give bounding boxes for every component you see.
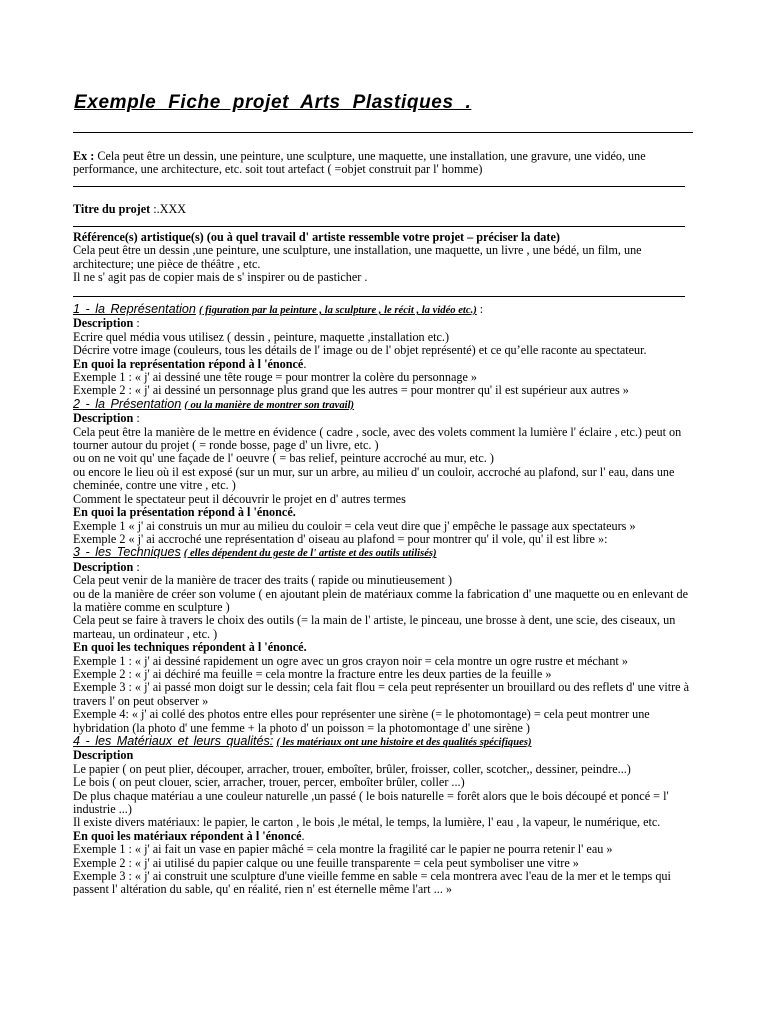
section-subtitle: ( figuration par la peinture , la sculpture , le récit , la vidéo etc.) xyxy=(198,305,477,316)
section-heading xyxy=(73,398,693,412)
question-line xyxy=(73,358,693,371)
project-title-block xyxy=(73,203,693,216)
description-text: Cela peut se faire à travers le choix des outils (= la main de l' artiste, le pinceau, une brosse à dent, une scie, des ciseaux, un marteau, un ordinateur , etc. ) xyxy=(73,613,676,641)
intro-text: Cela peut être un dessin, une peinture, une sculpture, une maquette, une installation, une gravure, une vidéo, une performance, une architecture, etc. soit tout artefact ( =objet construit par l' homme) xyxy=(73,149,646,177)
references-heading: Référence(s) artistique(s) (ou à quel travail d' artiste ressemble votre projet – préciser la date) xyxy=(73,230,560,244)
section-presentation xyxy=(73,398,693,546)
description-label: Description xyxy=(73,748,134,763)
project-title-line xyxy=(73,203,693,216)
description-colon: : xyxy=(133,411,140,426)
example-line: Exemple 1 : « j' ai fait un vase en papier mâché = cela montre la fragilité car le papier ne pourra retenir l' eau » xyxy=(73,842,613,857)
section-techniques xyxy=(73,546,693,735)
divider xyxy=(73,226,685,227)
description-text: Ecrire quel média vous utilisez ( dessin , peinture, maquette ,installation etc.) xyxy=(73,329,450,344)
section-subtitle: ( les matériaux ont une histoire et des qualités spécifiques) xyxy=(276,737,532,748)
sections-block xyxy=(73,303,693,897)
description-text: ou on ne voit qu' une façade de l' oeuvre ( = bas relief, peinture accroché au mur, etc. ) xyxy=(73,451,494,466)
question-line xyxy=(73,830,693,843)
section-heading xyxy=(73,303,693,317)
example-line: Exemple 3 : « j' ai construit une sculpture d'une vieille femme en sable = cela montrera avec l'eau de la mer et le temps qui passent l' altération du sable, qu' en réalité, rien n' est éternelle même l'art ... » xyxy=(73,869,671,897)
page-title: Exemple Fiche projet Arts Plastiques . xyxy=(74,92,472,113)
description-text: Comment le spectateur peut il découvrir le projet en d' autres termes xyxy=(73,491,406,506)
intro-block xyxy=(73,150,693,177)
question-text: En quoi la présentation répond à l 'énoncé. xyxy=(73,505,296,520)
description-label: Description xyxy=(73,316,134,331)
references-line: Cela peut être un dessin ,une peinture, une sculpture, une installation, une maquette, un livre , une bédé, un film, une architecture; une pièce de théâtre , etc. xyxy=(73,243,642,271)
question-line xyxy=(73,641,693,654)
description-text: Le bois ( on peut clouer, scier, arracher, trouer, percer, emboîter brûler, coller ...) xyxy=(73,775,465,790)
section-title: 4 - les Matériaux et leurs qualités: xyxy=(73,734,274,748)
description-line xyxy=(73,412,693,425)
section-trail: : xyxy=(476,302,484,316)
divider xyxy=(73,132,693,133)
description-label: Description xyxy=(73,559,134,574)
example-line: Exemple 4: « j' ai collé des photos entre elles pour représenter une sirène (= le photomontage) = cela peut montrer une hybridation (la photo d' une femme + la photo d' un poisson = la photomontage d' une sirène ) xyxy=(73,707,650,735)
section-subtitle: ( elles dépendent du geste de l' artiste et des outils utilisés) xyxy=(183,548,437,560)
description-text: ou encore le lieu où il est exposé (sur un mur, sur un arbre, au milieu d' un couloir, accroché au plafond, sur l' eau, dans une cheminée, contre une vitre , etc. ) xyxy=(73,464,675,493)
question-text: En quoi les techniques répondent à l 'énoncé. xyxy=(73,640,307,655)
project-title-label: Titre du projet xyxy=(73,202,151,216)
section-title: 1 - la Représentation xyxy=(73,302,196,316)
description-text: Cela peut être la manière de le mettre en évidence ( cadre , socle, avec des volets comment la lumière l' éclaire , etc.) peut on tourner autour du projet ( = ronde bosse, page d' un livre, etc. ) xyxy=(73,424,682,453)
question-line xyxy=(73,506,693,519)
description-line xyxy=(73,749,693,762)
description-line xyxy=(73,317,693,330)
section-heading xyxy=(73,735,693,749)
description-text: Il existe divers matériaux: le papier, le carton , le bois ,le métal, le temps, la lumière, l' eau , la vapeur, le numérique, etc. xyxy=(73,815,661,830)
description-label: Description xyxy=(73,411,134,426)
intro-paragraph xyxy=(73,150,693,177)
section-representation xyxy=(73,303,693,398)
intro-label: Ex : xyxy=(73,149,95,163)
example-line: Exemple 2 : « j' ai déchiré ma feuille = cela montre la fracture entre les deux parties de la feuille » xyxy=(73,666,552,681)
question-text: En quoi les matériaux répondent à l 'énoncé xyxy=(73,828,302,843)
references-note: Il ne s' agit pas de copier mais de s' inspirer ou de pasticher . xyxy=(73,270,368,285)
description-text: De plus chaque matériau a une couleur naturelle ,un passé ( le bois naturelle = forêt alors que le bois découpé et poncé = l' industrie ...) xyxy=(73,788,669,817)
example-line: Exemple 1 « j' ai construis un mur au milieu du couloir = cela veut dire que j' empêche le passage aux spectateurs » xyxy=(73,518,636,533)
section-title: 2 - la Présentation xyxy=(73,396,182,411)
example-line: Exemple 1 : « j' ai dessiné une tête rouge = pour montrer la colère du personnage » xyxy=(73,370,478,385)
divider xyxy=(73,186,685,187)
example-line: Exemple 2 : « j' ai dessiné un personnage plus grand que les autres = pour montrer qu' il est supérieur aux autres » xyxy=(73,383,629,398)
section-heading xyxy=(73,546,693,560)
example-line: Exemple 3 : « j' ai passé mon doigt sur le dessin; cela fait flou = cela peut représenter un brouillard ou des reflets d' une vitre à travers l' on peut observer » xyxy=(73,680,690,708)
section-subtitle: ( ou la manière de montrer son travail) xyxy=(184,399,355,411)
example-line: Exemple 1 : « j' ai dessiné rapidement un ogre avec un gros crayon noir = cela montre un ogre rustre et méchant » xyxy=(73,653,628,668)
example-line: Exemple 2 « j' ai accroché une représentation d' oiseau au plafond = pour montrer qu' il vole, qu' il est libre »: xyxy=(73,531,608,546)
divider xyxy=(73,296,685,297)
section-materials xyxy=(73,735,693,897)
description-text: ou de la manière de créer son volume ( en ajoutant plein de matériaux comme la fabrication d' une maquette ou en enlevant de la matière comme en sculpture ) xyxy=(73,586,689,614)
project-title-value: :.XXX xyxy=(150,202,187,216)
question-trail: . xyxy=(301,828,305,843)
question-trail: . xyxy=(303,356,307,371)
description-line xyxy=(73,561,693,574)
question-text: En quoi la représentation répond à l 'énoncé xyxy=(73,356,304,371)
description-colon: : xyxy=(133,559,140,574)
description-text: Cela peut venir de la manière de tracer des traits ( rapide ou minutieusement ) xyxy=(73,573,453,588)
section-title: 3 - les Techniques xyxy=(73,545,181,560)
description-text: Le papier ( on peut plier, découper, arracher, trouer, emboîter, brûler, froisser, coller, scotcher,, dessiner, peindre...) xyxy=(73,761,631,776)
references-block xyxy=(73,231,693,285)
description-colon: : xyxy=(133,316,140,331)
description-text: Décrire votre image (couleurs, tous les détails de l' image ou de l' objet représenté) et ce qu’elle raconte au spectateur. xyxy=(73,343,647,358)
example-line: Exemple 2 : « j' ai utilisé du papier calque ou une feuille transparente = cela peut symboliser une vitre » xyxy=(73,855,579,870)
